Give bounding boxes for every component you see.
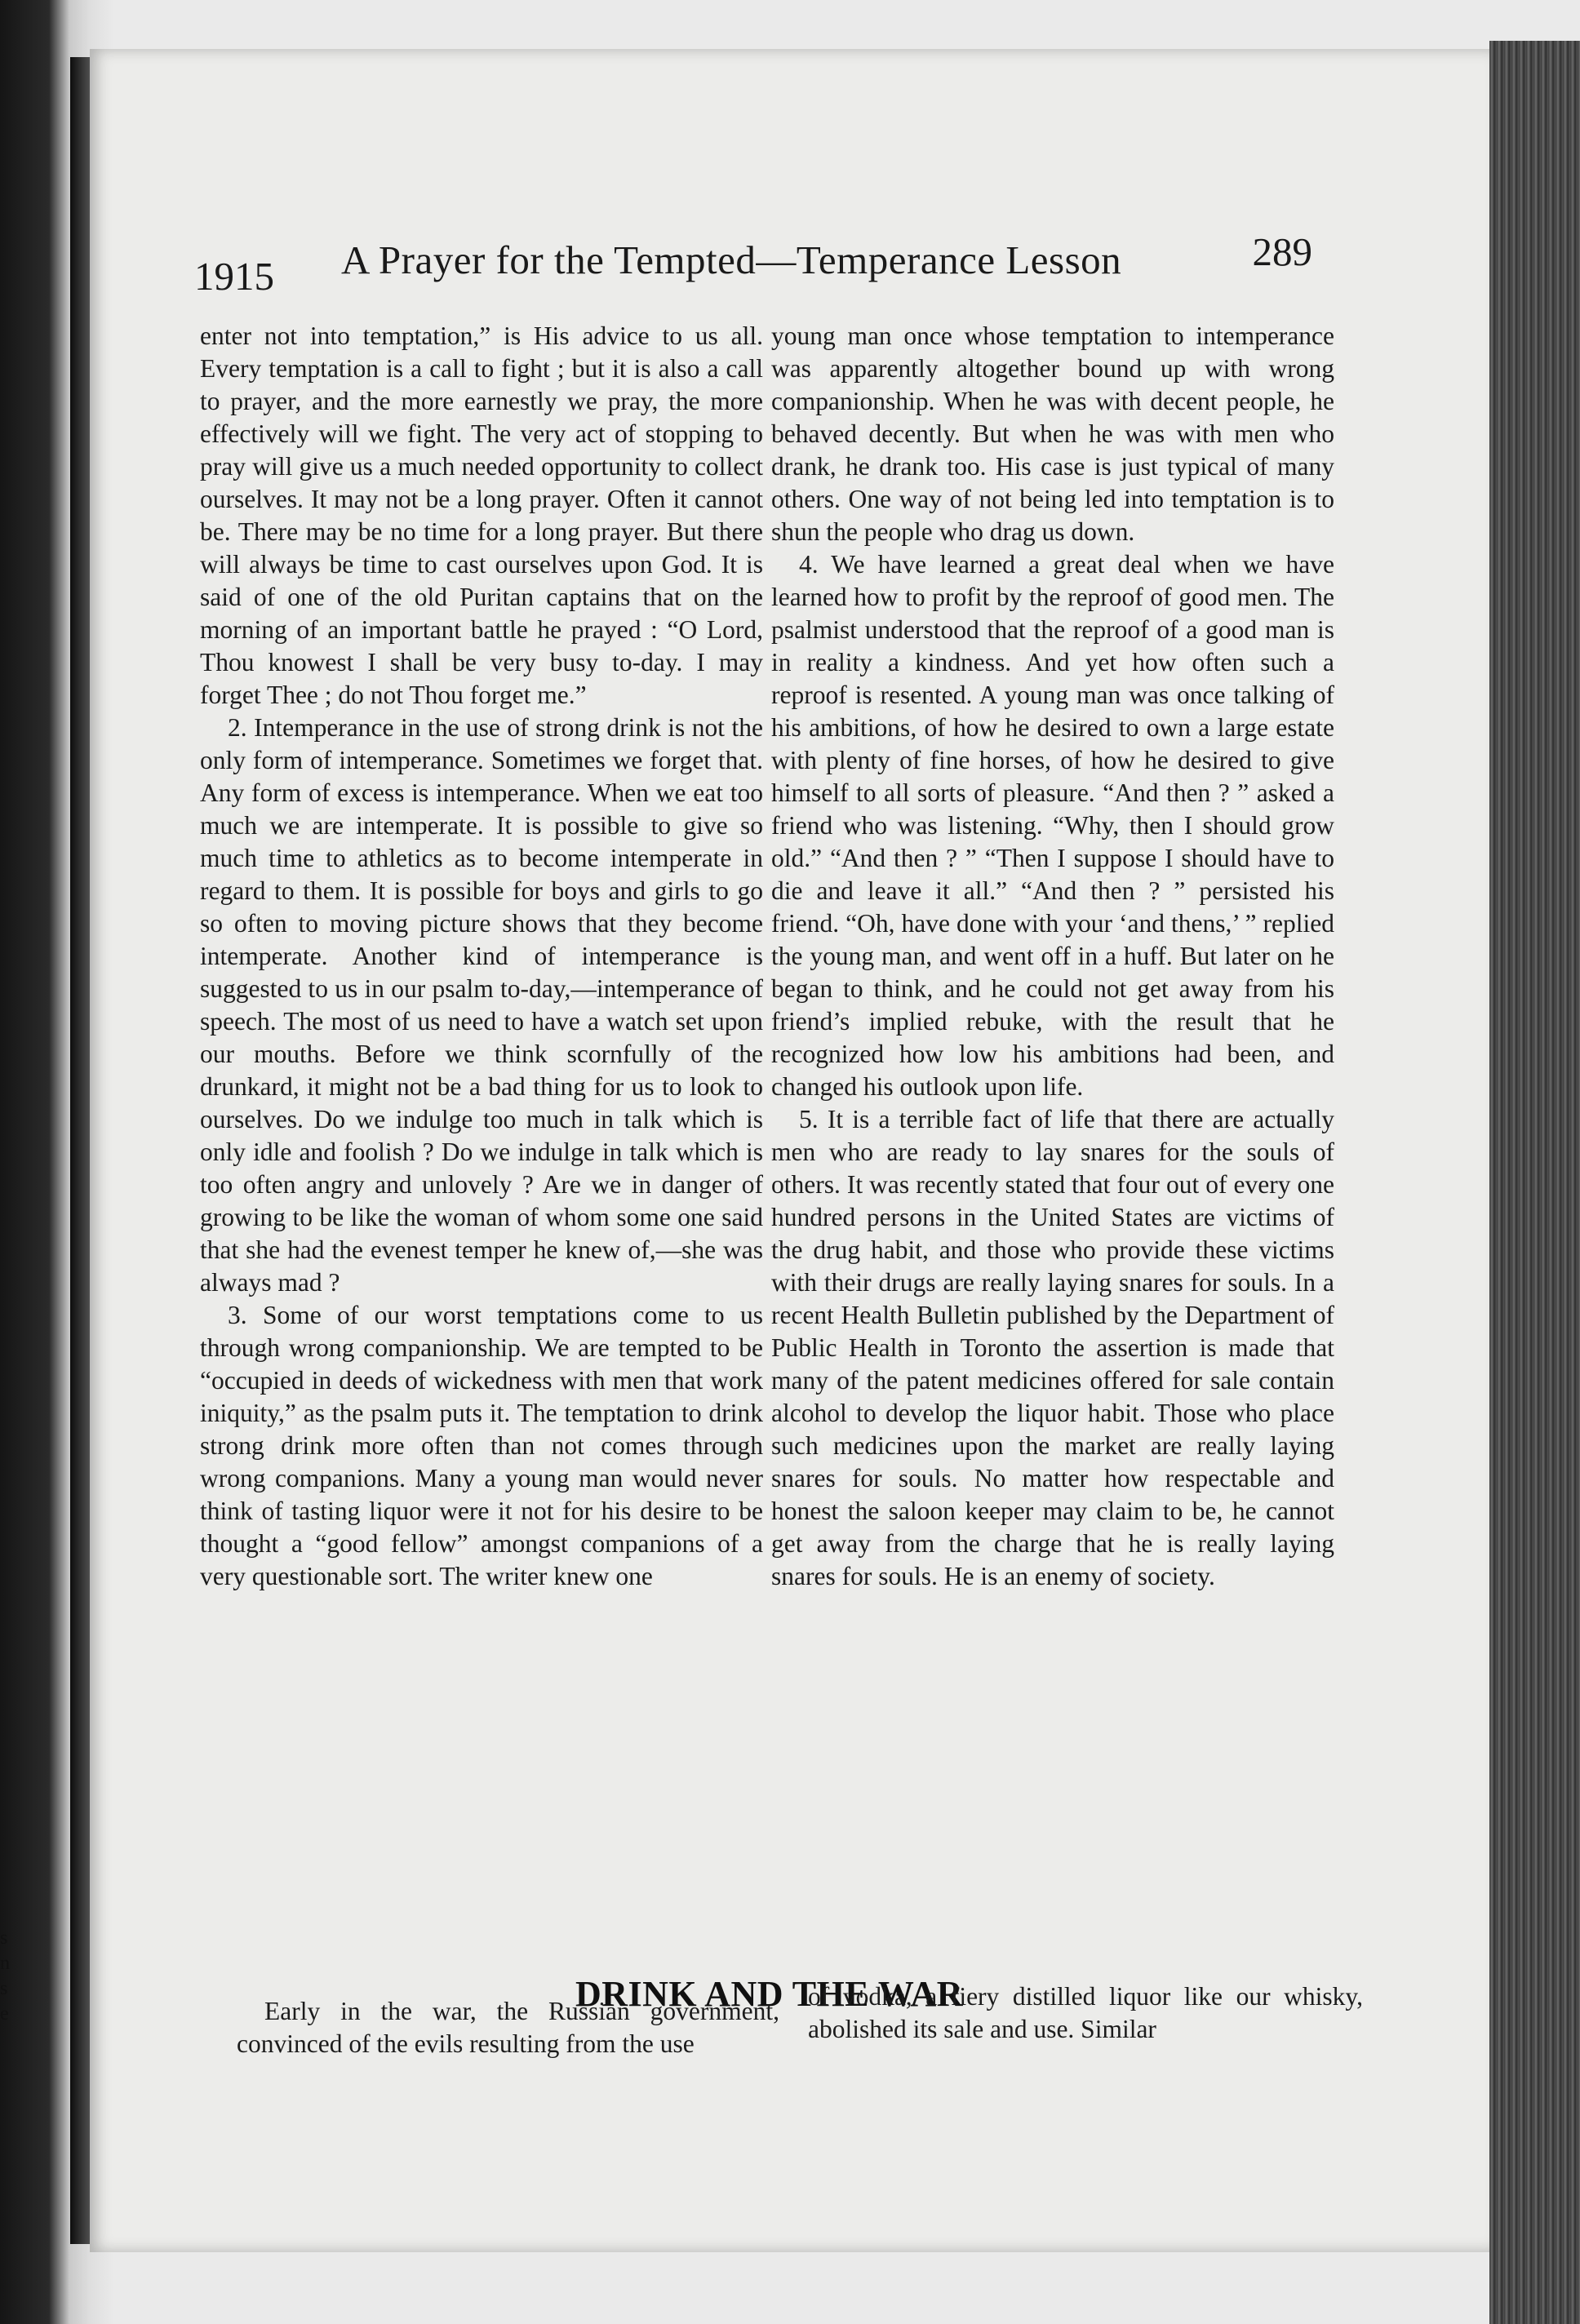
paragraph: of vodka, a fiery distilled liquor like our whisky, abolished its sale and use. Similar bbox=[808, 1982, 1363, 2043]
paragraph: young man once whose temptation to intemperance was apparently altogether bound up with wrong companionship. When he was with decent people, he behaved decently. But when he was with men who drank, he drank too. His case is just typical of many others. One way of not being led into temptation is to shun the people who drag us down. bbox=[771, 322, 1334, 546]
running-header bbox=[194, 228, 1312, 299]
section-left-column bbox=[237, 1995, 779, 2060]
paragraph: 3. Some of our worst temptations come to us through wrong companionship. We are tempted to be “occupied in deeds of wickedness with men that work iniquity,” as the psalm puts it. The temptation to drink strong drink more often than not comes through wrong companions. Many a young man would never think of tasting liquor were it not for his desire to be thought a “good fellow” amongst companions of a very questionable sort. The writer knew one bbox=[200, 1301, 763, 1590]
section-heading: DRINK AND THE WAR bbox=[575, 1974, 964, 2014]
paragraph: Early in the war, the Russian government, convinced of the evils resulting from the use bbox=[237, 1997, 779, 2058]
paragraph: enter not into temptation,” is His advice to us all. Every temptation is a call to fight ; but it is also a call to prayer, and the more earnestly we pray, the more effectively will we fight. The very act of stopping to pray will give us a much needed opportunity to collect ourselves. It may not be a long prayer. Often it cannot be. There may be no time for a long prayer. But there will always be time to cast ourselves upon God. It is said of one of the old Puritan captains that on the morning of an important battle he prayed : “O Lord, Thou knowest I shall be very busy to-day. I may forget Thee ; do not Thou forget me.” bbox=[200, 322, 763, 709]
paragraph: 4. We have learned a great deal when we have learned how to profit by the reproof of good men. The psalmist understood that the reproof of a good man is in reality a kindness. And yet how often such a reproof is resented. A young man was once talking of his ambitions, of how he desired to own a large estate with plenty of fine horses, of how he desired to give himself to all sorts of pleasure. “And then ? ” asked a friend who was listening. “Why, then I should grow old.” “And then ? ” “Then I suppose I should have to die and leave it all.” “And then ? ” persisted his friend. “Oh, have done with your ‘and thens,’ ” replied the young man, and went off in a huff. But later on he began to think, and he could not get away from his friend’s implied rebuke, with the result that he recognized how low his ambitions had been, and changed his outlook upon life. bbox=[771, 550, 1334, 1101]
margin-letter: e bbox=[0, 2003, 9, 2025]
section-right-column bbox=[808, 1980, 1363, 2046]
left-text-column bbox=[200, 320, 763, 1593]
page-number: 289 bbox=[1252, 229, 1312, 274]
paragraph: 5. It is a terrible fact of life that there are actually men who are ready to lay snares for the souls of others. It was recently stated that four out of every one hundred persons in the United States are victims of the drug habit, and those who provide these victims with their drugs are really laying snares for souls. In a recent Health Bulletin published by the Department of Public Health in Toronto the assertion is made that many of the patent medicines offered for sale contain alcohol to develop the liquor habit. Those who place such medicines upon the market are really laying snares for souls. No matter how respectable and honest the saloon keeper may claim to be, he cannot get away from the charge that he is really laying snares for souls. He is an enemy of society. bbox=[771, 1105, 1334, 1590]
page-edges bbox=[1489, 41, 1580, 2324]
header-title: A Prayer for the Tempted—Temperance Lesson bbox=[341, 237, 1122, 282]
header-year: 1915 bbox=[194, 254, 274, 299]
margin-letter: s bbox=[0, 1927, 8, 1949]
paragraph: 2. Intemperance in the use of strong drink is not the only form of intemperance. Sometimes we forget that. Any form of excess is intemperance. When we eat too much we are intemperate. It is possible to give so much time to athletics as to become intemperate in regard to them. It is possible for boys and girls to go so often to moving picture shows that they become intemperate. Another kind of intemperance is suggested to us in our psalm to-day,—intemperance of speech. The most of us need to have a watch set upon our mouths. Before we think scornfully of the drunkard, it might not be a bad thing for us to look to ourselves. Do we indulge too much in talk which is only idle and foolish ? Do we indulge in talk which is too often angry and unlovely ? Are we in danger of growing to be like the woman of whom some one said that she had the evenest temper he knew of,—she was always mad ? bbox=[200, 713, 763, 1297]
right-text-column bbox=[771, 320, 1334, 1593]
margin-letter: n bbox=[0, 1953, 10, 1974]
margin-letter: s bbox=[0, 1978, 8, 1999]
facing-page-margin-letters bbox=[0, 1926, 18, 2027]
